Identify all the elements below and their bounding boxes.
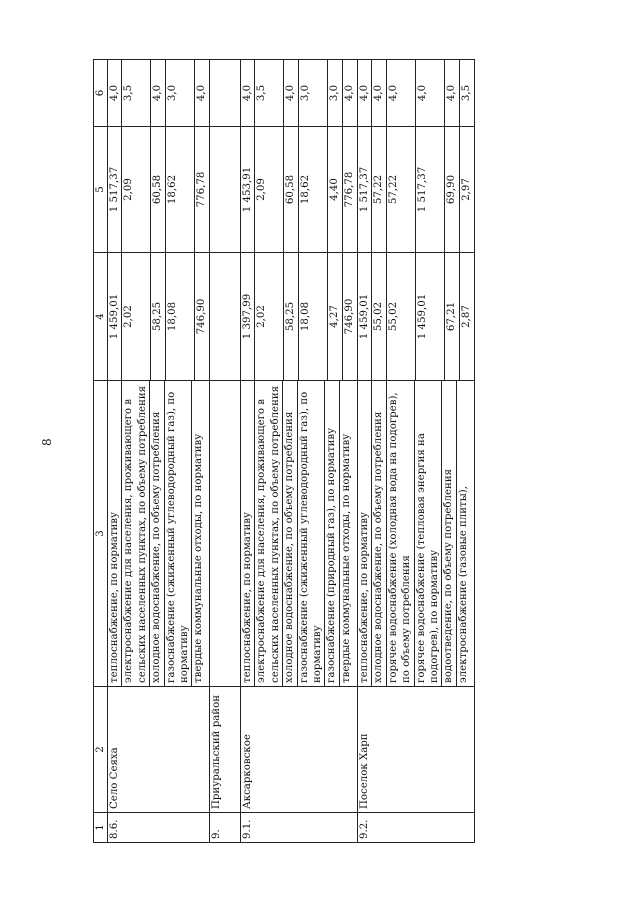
header-col-3: 3 bbox=[94, 381, 108, 687]
header-col-4: 4 bbox=[94, 253, 108, 381]
tariff-current-column bbox=[358, 253, 475, 381]
tariff-new-column bbox=[210, 127, 241, 253]
service-cell-column bbox=[358, 381, 475, 687]
service-cell: газоснабжение (сжиженный углеводородный газ), по нормативу bbox=[164, 381, 192, 686]
service-cell: газоснабжение (сжиженный углеводородный газ), по нормативу bbox=[297, 381, 325, 686]
growth-percent: 3,0 bbox=[165, 60, 194, 126]
growth-percent-column bbox=[241, 60, 358, 127]
tariff-new: 1 517,37 bbox=[109, 166, 120, 213]
tariff-table bbox=[93, 59, 475, 843]
growth-percent: 4,0 bbox=[359, 84, 370, 102]
growth-percent: 4,0 bbox=[283, 60, 298, 126]
tariff-current: 55,02 bbox=[371, 253, 386, 380]
tariff-current: 1 459,01 bbox=[415, 253, 444, 380]
table-row bbox=[358, 60, 475, 843]
service-cell: электроснабжение для населения, проживающего в сельских населенных пунктах, по объему потребления bbox=[254, 381, 282, 686]
tariff-new: 776,78 bbox=[342, 127, 357, 252]
service-cell-column bbox=[241, 381, 358, 687]
tariff-new-column bbox=[358, 127, 475, 253]
growth-percent: 4,0 bbox=[109, 84, 120, 102]
service-cell-column bbox=[210, 381, 241, 687]
growth-percent-column bbox=[210, 60, 241, 127]
tariff-new: 2,09 bbox=[121, 127, 150, 252]
row-number: 9.2. bbox=[358, 813, 475, 843]
tariff-new: 60,58 bbox=[283, 127, 298, 252]
service-cell: горячее водоснабжение (холодная вода на подогрев), по объему потребления bbox=[386, 381, 414, 686]
service-cell: электроснабжение (газовые плиты), bbox=[456, 381, 470, 686]
service-cell-column bbox=[108, 381, 210, 687]
tariff-new: 1 517,37 bbox=[415, 127, 444, 252]
settlement-name: Приуральский район bbox=[210, 687, 241, 813]
tariff-new: 60,58 bbox=[150, 127, 165, 252]
tariff-current: 18,08 bbox=[298, 253, 327, 380]
header-col-1: 1 bbox=[94, 813, 108, 843]
service-cell: холодное водоснабжение, по объему потребления bbox=[282, 381, 296, 686]
growth-percent: 4,0 bbox=[150, 60, 165, 126]
page-number: 8 bbox=[40, 438, 54, 446]
tariff-current: 58,25 bbox=[283, 253, 298, 380]
tariff-new: 18,62 bbox=[165, 127, 194, 252]
rotated-table-container bbox=[93, 60, 610, 843]
tariff-current: 58,25 bbox=[150, 253, 165, 380]
tariff-current-column bbox=[210, 253, 241, 381]
service-cell: теплоснабжение, по нормативу bbox=[109, 511, 120, 683]
service-cell: газоснабжение (природный газ), по нормативу bbox=[324, 381, 338, 686]
tariff-current: 67,21 bbox=[444, 253, 459, 380]
header-row bbox=[94, 60, 108, 843]
service-cell: водоотведение, по объему потребления bbox=[441, 381, 455, 686]
tariff-current: 1 459,01 bbox=[359, 293, 370, 340]
service-cell: теплоснабжение, по нормативу bbox=[359, 511, 370, 683]
row-number: 8.6. bbox=[108, 813, 210, 843]
table-row bbox=[241, 60, 358, 843]
row-number: 9. bbox=[210, 813, 241, 843]
tariff-current: 2,02 bbox=[254, 253, 283, 380]
growth-percent-column bbox=[358, 60, 475, 127]
growth-percent: 4,0 bbox=[386, 60, 415, 126]
service-cell: твердые коммунальные отходы, по нормативу bbox=[339, 381, 353, 686]
tariff-current-column bbox=[241, 253, 358, 381]
growth-percent: 3,0 bbox=[298, 60, 327, 126]
service-cell: горячее водоснабжение (тепловая энергия на подогрев), по нормативу bbox=[414, 381, 442, 686]
service-cell: твердые коммунальные отходы, по нормативу bbox=[191, 381, 205, 686]
settlement-name: Село Сеяха bbox=[108, 687, 210, 813]
settlement-name: Аксарковское bbox=[241, 687, 358, 813]
tariff-current-column bbox=[108, 253, 210, 381]
tariff-new-column bbox=[108, 127, 210, 253]
growth-percent: 3,5 bbox=[254, 60, 283, 126]
tariff-current: 2,02 bbox=[121, 253, 150, 380]
tariff-new: 57,22 bbox=[386, 127, 415, 252]
growth-percent: 3,5 bbox=[459, 60, 474, 126]
service-cell: теплоснабжение, по нормативу bbox=[242, 511, 253, 683]
service-cell: холодное водоснабжение, по объему потребления bbox=[149, 381, 163, 686]
tariff-new-column bbox=[241, 127, 358, 253]
growth-percent: 4,0 bbox=[444, 60, 459, 126]
tariff-new: 18,62 bbox=[298, 127, 327, 252]
tariff-current: 4,27 bbox=[327, 253, 342, 380]
tariff-table-body bbox=[94, 60, 475, 843]
growth-percent: 4,0 bbox=[415, 60, 444, 126]
tariff-current: 18,08 bbox=[165, 253, 194, 380]
service-cell: электроснабжение для населения, проживающего в сельских населенных пунктах, по объему потребления bbox=[121, 381, 149, 686]
header-col-5: 5 bbox=[94, 127, 108, 253]
header-col-2: 2 bbox=[94, 687, 108, 813]
tariff-new: 776,78 bbox=[194, 127, 209, 252]
growth-percent: 3,0 bbox=[327, 60, 342, 126]
tariff-current: 1 459,01 bbox=[109, 293, 120, 340]
growth-percent: 4,0 bbox=[371, 60, 386, 126]
growth-percent: 3,5 bbox=[121, 60, 150, 126]
tariff-new: 1 517,37 bbox=[359, 166, 370, 213]
growth-percent: 4,0 bbox=[242, 84, 253, 102]
tariff-new: 57,22 bbox=[371, 127, 386, 252]
tariff-new: 69,90 bbox=[444, 127, 459, 252]
table-row bbox=[108, 60, 210, 843]
tariff-new: 4,40 bbox=[327, 127, 342, 252]
tariff-current: 55,02 bbox=[386, 253, 415, 380]
growth-percent-column bbox=[108, 60, 210, 127]
tariff-new: 1 453,91 bbox=[242, 166, 253, 213]
tariff-current: 1 397,99 bbox=[242, 293, 253, 340]
settlement-name: Поселок Харп bbox=[358, 687, 475, 813]
tariff-new: 2,09 bbox=[254, 127, 283, 252]
growth-percent: 4,0 bbox=[194, 60, 209, 126]
growth-percent: 4,0 bbox=[342, 60, 357, 126]
row-number: 9.1. bbox=[241, 813, 358, 843]
table-row bbox=[210, 60, 241, 843]
tariff-current: 746,90 bbox=[342, 253, 357, 380]
service-cell: холодное водоснабжение, по объему потребления bbox=[371, 381, 385, 686]
tariff-current: 746,90 bbox=[194, 253, 209, 380]
header-col-6: 6 bbox=[94, 60, 108, 127]
tariff-current: 2,87 bbox=[459, 253, 474, 380]
tariff-new: 2,97 bbox=[459, 127, 474, 252]
